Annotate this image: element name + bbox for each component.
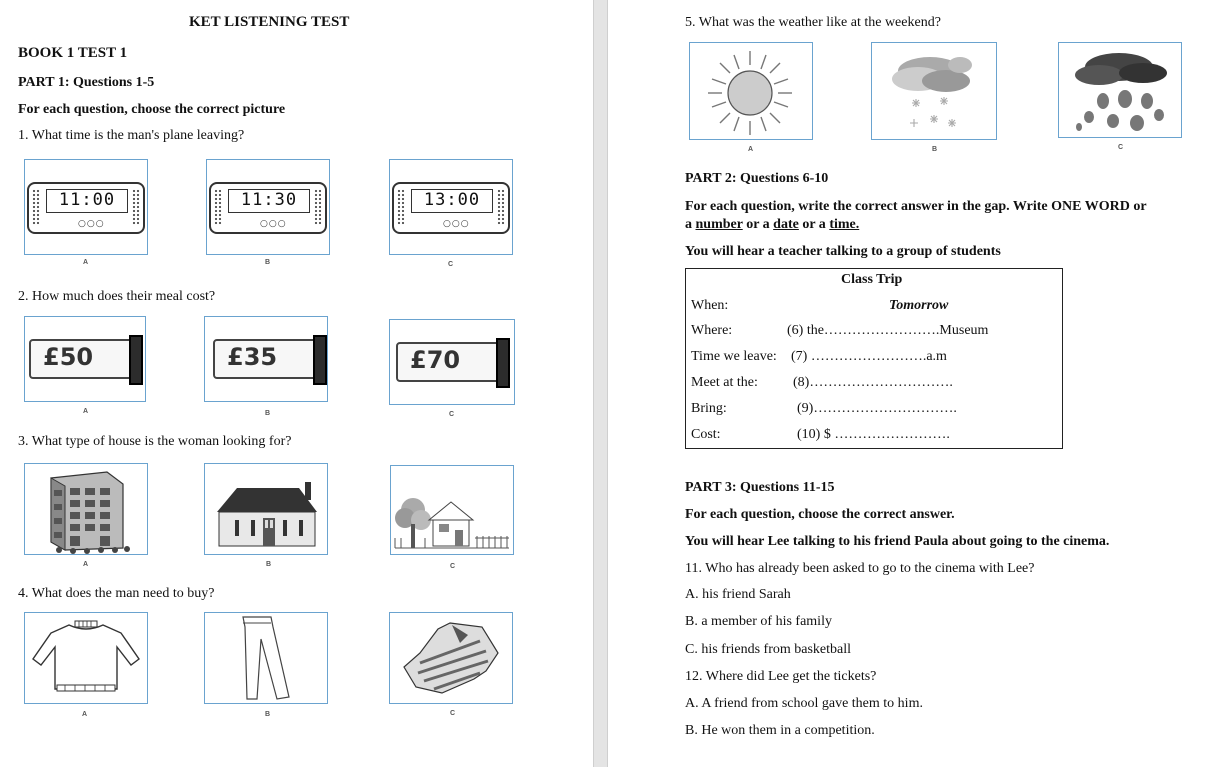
- rain-cloud-icon: [1059, 43, 1181, 137]
- q5-letter-b: B: [932, 146, 938, 153]
- question-2: 2. How much does their meal cost?: [18, 289, 216, 304]
- price-tab: [496, 338, 510, 388]
- clock-buttons: ○○○: [78, 219, 105, 229]
- q4-letter-b: B: [265, 711, 271, 718]
- trousers-icon: [205, 613, 327, 703]
- speaker-grille: [32, 189, 40, 225]
- part3-instruction: For each question, choose the correct answer.: [685, 507, 955, 522]
- speaker-grille: [214, 189, 222, 225]
- q3-letter-b: B: [266, 561, 272, 568]
- where-answer-gap[interactable]: (6) the…………………….Museum: [787, 323, 989, 338]
- instruction-text: or a: [798, 217, 830, 232]
- q1-option-a-clock[interactable]: [24, 159, 148, 255]
- price-tag: [213, 339, 321, 379]
- q1-letter-b: B: [265, 259, 271, 266]
- clock-time: 11:00: [46, 189, 128, 213]
- q12-option-b[interactable]: B. He won them in a competition.: [685, 723, 875, 738]
- clock-time: 13:00: [411, 189, 493, 213]
- question-4: 4. What does the man need to buy?: [18, 586, 215, 601]
- q1-letter-a: A: [83, 259, 89, 266]
- part1-heading: PART 1: Questions 1-5: [18, 75, 155, 90]
- q5-letter-c: C: [1118, 144, 1124, 151]
- q4-option-c-shirt[interactable]: [389, 612, 513, 704]
- speaker-grille: [132, 189, 140, 225]
- cost-answer-gap[interactable]: (10) $ …………………….: [797, 427, 950, 442]
- q2-option-b-price[interactable]: [204, 316, 328, 402]
- instruction-time: time.: [829, 217, 860, 232]
- left-page: [0, 0, 593, 767]
- question-12: 12. Where did Lee get the tickets?: [685, 669, 877, 684]
- q5-letter-a: A: [748, 146, 754, 153]
- price-tab: [129, 335, 143, 385]
- price-tab: [313, 335, 327, 385]
- question-11: 11. Who has already been asked to go to the cinema with Lee?: [685, 561, 1035, 576]
- q5-option-a-sunny[interactable]: [689, 42, 813, 140]
- cottage-with-tree-icon: [391, 466, 513, 554]
- q2-letter-b: B: [265, 410, 271, 417]
- part2-instruction-line1: For each question, write the correct answer in the gap. Write ONE WORD or: [685, 199, 1147, 214]
- q2-option-c-price[interactable]: [389, 319, 515, 405]
- page-gutter: [593, 0, 608, 767]
- q4-option-a-jumper[interactable]: [24, 612, 148, 704]
- shirt-icon: [390, 613, 512, 703]
- clock-icon: [27, 182, 145, 234]
- test-title: KET LISTENING TEST: [189, 14, 350, 30]
- bring-answer-gap[interactable]: (9)………………………….: [797, 401, 957, 416]
- q2-letter-a: A: [83, 408, 89, 415]
- q3-letter-c: C: [450, 563, 456, 570]
- snow-cloud-icon: [872, 43, 996, 139]
- part3-listen-note: You will hear Lee talking to his friend Paula about going to the cinema.: [685, 534, 1110, 549]
- sun-icon: [690, 43, 812, 139]
- speaker-grille: [497, 189, 505, 225]
- clock-time: 11:30: [228, 189, 310, 213]
- q12-option-a[interactable]: A. A friend from school gave them to him.: [685, 696, 923, 711]
- q11-option-b[interactable]: B. a member of his family: [685, 614, 832, 629]
- question-3: 3. What type of house is the woman looking for?: [18, 434, 292, 449]
- q4-letter-c: C: [450, 710, 456, 717]
- instruction-date: date: [773, 217, 799, 232]
- jumper-icon: [25, 613, 147, 703]
- q3-option-b-house[interactable]: [204, 463, 328, 555]
- q5-option-c-rainy[interactable]: [1058, 42, 1182, 138]
- question-5: 5. What was the weather like at the weekend?: [685, 15, 941, 30]
- apartment-building-icon: [25, 464, 147, 554]
- when-value: Tomorrow: [889, 298, 949, 313]
- meet-answer-gap[interactable]: (8)………………………….: [793, 375, 953, 390]
- price-value: £70: [410, 346, 461, 374]
- q2-option-a-price[interactable]: [24, 316, 146, 402]
- instruction-text: or a: [742, 217, 774, 232]
- part2-listen-note: You will hear a teacher talking to a group of students: [685, 244, 1001, 259]
- part1-instruction: For each question, choose the correct picture: [18, 102, 286, 117]
- q4-option-b-trousers[interactable]: [204, 612, 328, 704]
- table-title: Class Trip: [841, 272, 903, 287]
- cost-label: Cost:: [691, 427, 721, 442]
- q11-option-c[interactable]: C. his friends from basketball: [685, 642, 852, 657]
- price-tag: [396, 342, 504, 382]
- question-1: 1. What time is the man's plane leaving?: [18, 128, 245, 143]
- q3-option-a-apartment[interactable]: [24, 463, 148, 555]
- q3-letter-a: A: [83, 561, 89, 568]
- price-value: £35: [227, 343, 278, 371]
- clock-buttons: ○○○: [443, 219, 470, 229]
- when-label: When:: [691, 298, 729, 313]
- time-answer-gap[interactable]: (7) …………………….a.m: [791, 349, 947, 364]
- part2-heading: PART 2: Questions 6-10: [685, 171, 829, 186]
- q5-option-b-snowy[interactable]: [871, 42, 997, 140]
- meet-label: Meet at the:: [691, 375, 758, 390]
- price-tag: [29, 339, 137, 379]
- q11-option-a[interactable]: A. his friend Sarah: [685, 587, 791, 602]
- book-heading: BOOK 1 TEST 1: [18, 45, 128, 61]
- q1-letter-c: C: [448, 261, 454, 268]
- q3-option-c-cottage[interactable]: [390, 465, 514, 555]
- clock-icon: [209, 182, 327, 234]
- where-label: Where:: [691, 323, 733, 338]
- q4-letter-a: A: [82, 711, 88, 718]
- q1-option-c-clock[interactable]: [389, 159, 513, 255]
- speaker-grille: [397, 189, 405, 225]
- part3-heading: PART 3: Questions 11-15: [685, 480, 835, 495]
- time-label: Time we leave:: [691, 349, 777, 364]
- house-icon: [205, 464, 327, 554]
- instruction-number: number: [695, 217, 743, 232]
- speaker-grille: [314, 189, 322, 225]
- bring-label: Bring:: [691, 401, 727, 416]
- q2-letter-c: C: [449, 411, 455, 418]
- part2-instruction-line2: [685, 216, 859, 233]
- price-value: £50: [43, 343, 94, 371]
- instruction-text: a: [685, 217, 696, 232]
- clock-icon: [392, 182, 510, 234]
- clock-buttons: ○○○: [260, 219, 287, 229]
- q1-option-b-clock[interactable]: [206, 159, 330, 255]
